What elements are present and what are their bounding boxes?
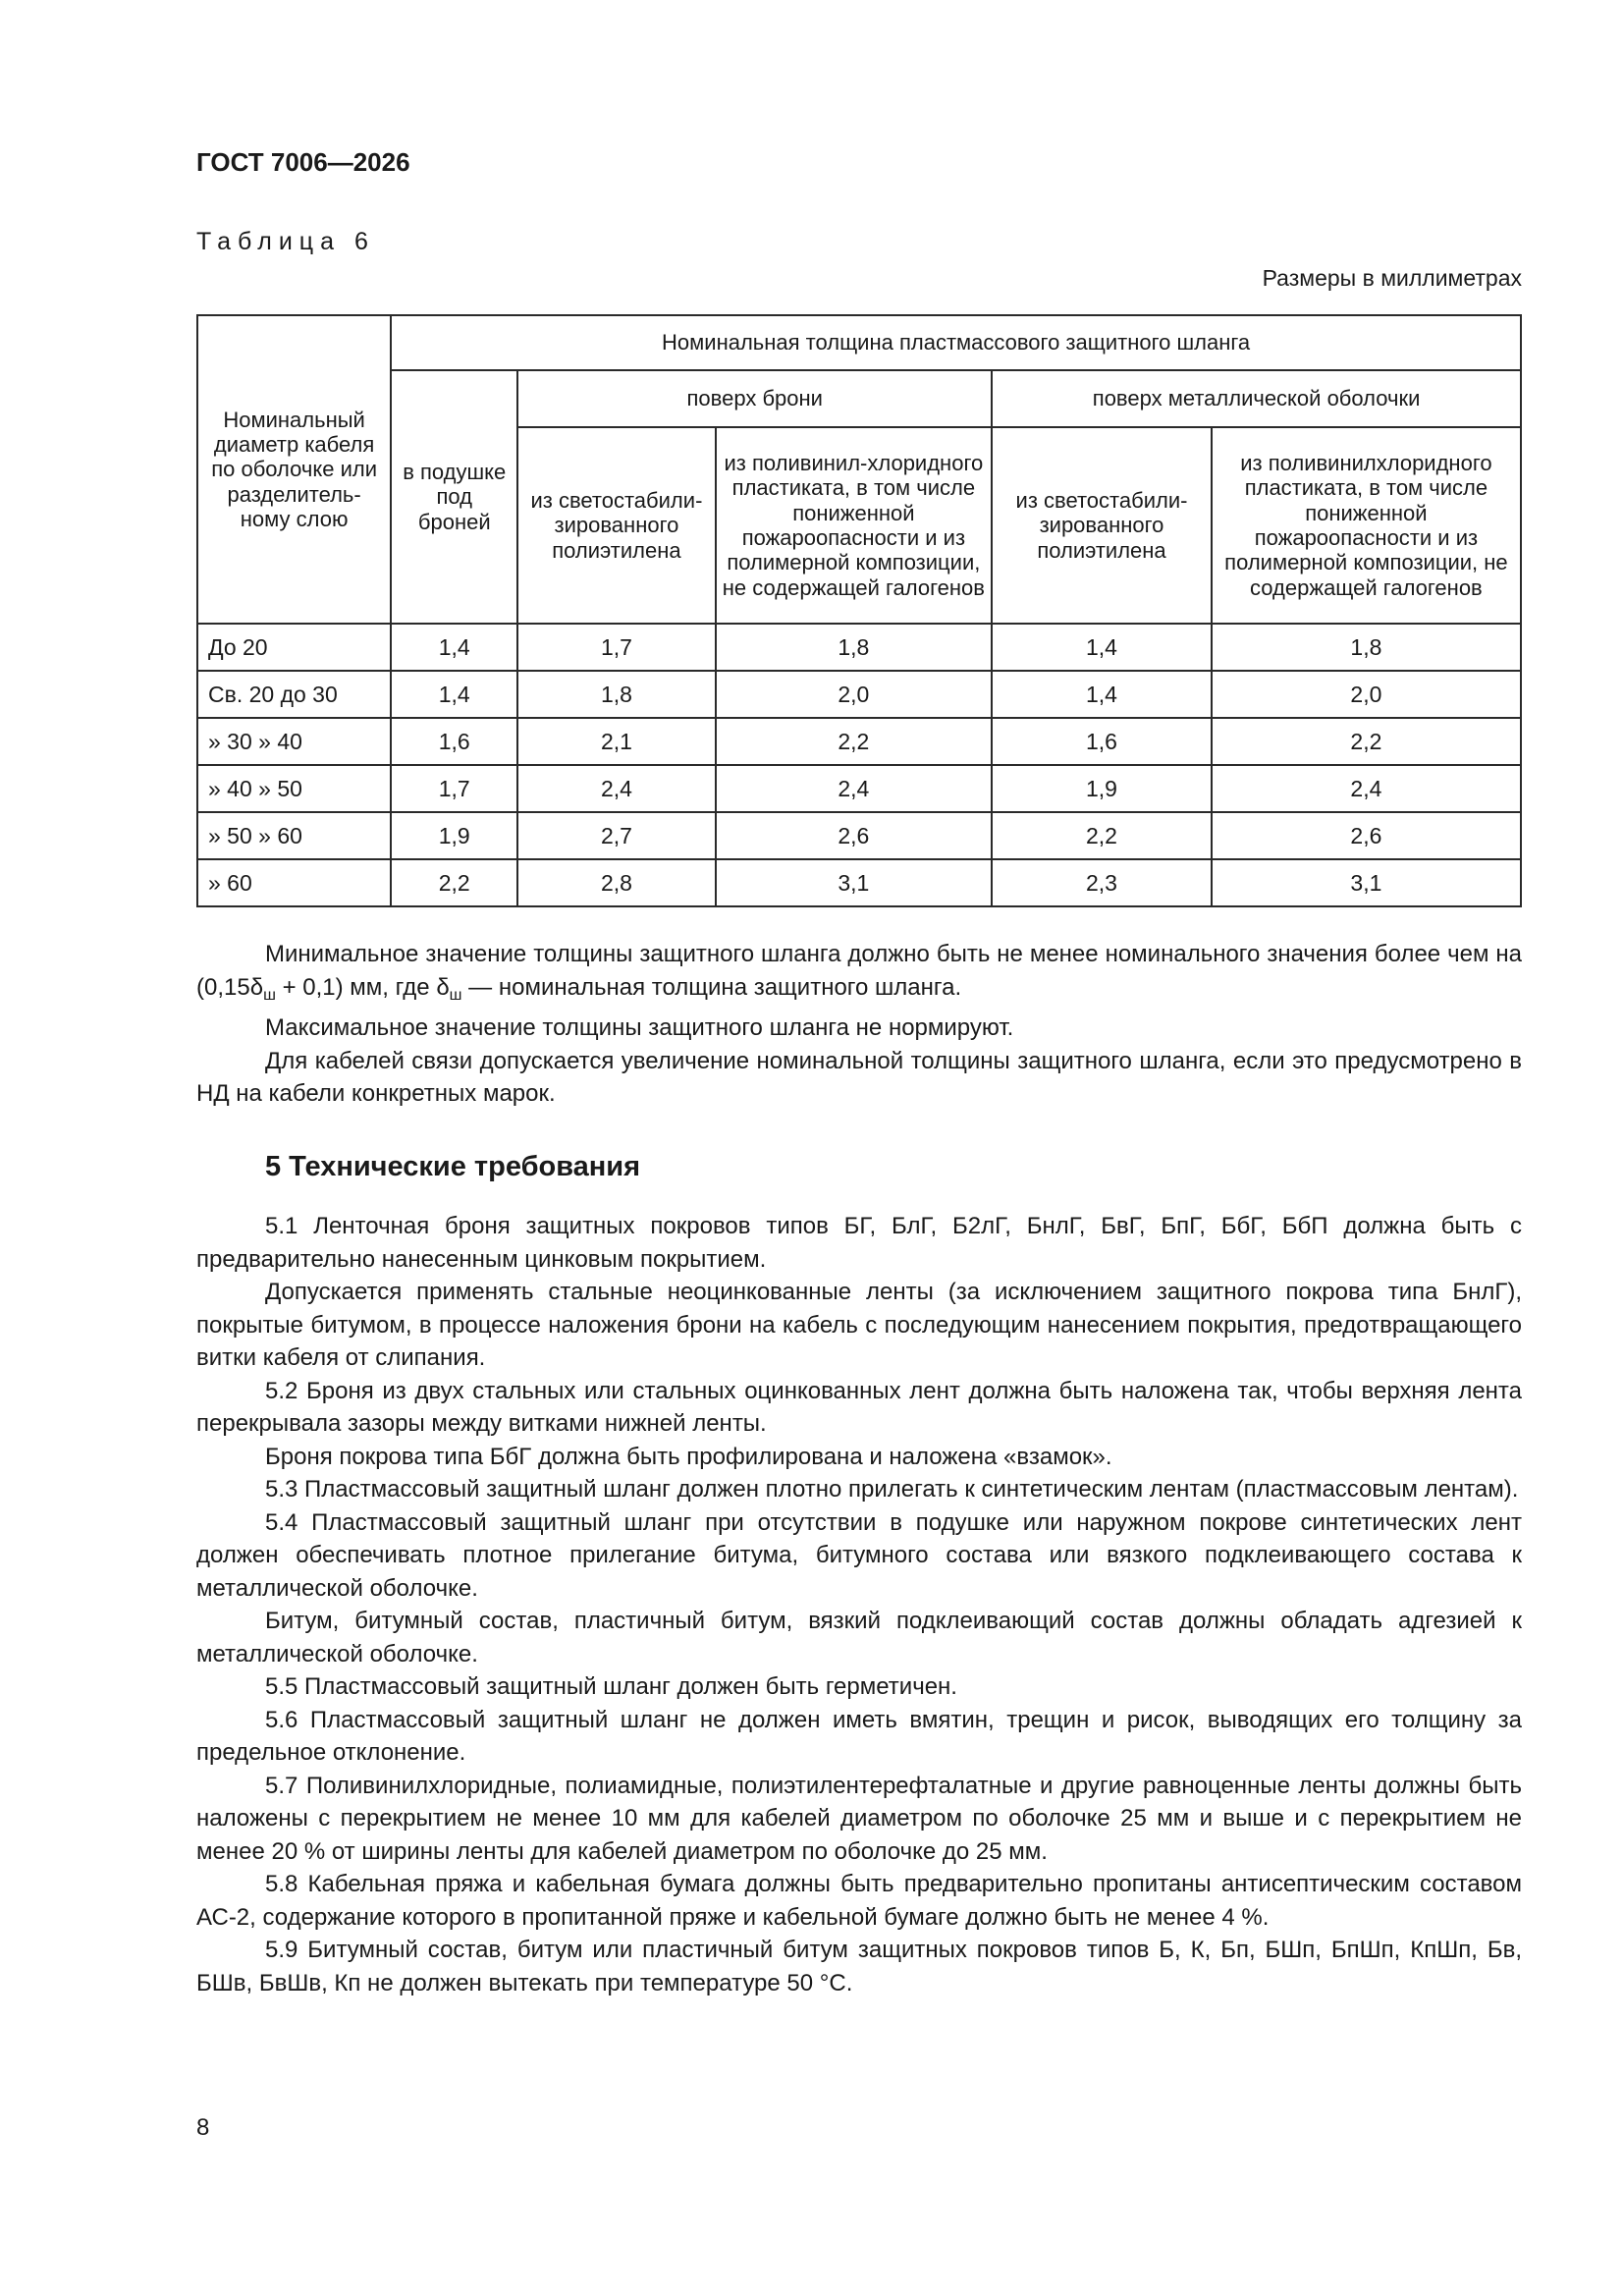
paragraph: 5.3 Пластмассовый защитный шланг должен плотно прилегать к синтетическим лентам (пластмассовым лентам). (265, 1476, 1519, 1503)
cell-value: 1,4 (992, 624, 1212, 671)
cell-value: 1,9 (992, 765, 1212, 812)
header-pvc-armor: из поливинил-хлоридного пластиката, в том числе пониженной пожароопасности и из полимерной композиции, не содержащей галогенов (716, 427, 993, 624)
cell-value: 1,6 (992, 718, 1212, 765)
cell-value: 2,2 (716, 718, 993, 765)
cell-value: 1,8 (517, 671, 715, 718)
paragraph: 5.9 Битумный состав, битум или пластичный битум защитных покровов типов Б, К, Бп, БШп, БпШп, КпШп, Бв, БШв, БвШв, Кп не должен вытекать при температуре 50 °С. (196, 1937, 1522, 1996)
table-row (197, 765, 1521, 812)
note-max-thickness: Максимальное значение толщины защитного шланга не нормируют. (265, 1014, 1014, 1041)
paragraph: Допускается применять стальные неоцинкованные ленты (за исключением защитного покрова типа БнлГ), покрытые битумом, в процессе наложения брони на кабель с последующим нанесением покрытия, предотвращающего витки кабеля от слипания. (196, 1279, 1522, 1371)
cell-value: 2,2 (391, 859, 517, 906)
cell-value: 2,8 (517, 859, 715, 906)
cell-value: 1,4 (391, 671, 517, 718)
header-pvc-sheath: из поливинилхлоридного пластиката, в том числе пониженной пожароопасности и из полимерной композиции, не содержащей галогенов (1212, 427, 1521, 624)
cell-value: 2,2 (992, 812, 1212, 859)
paragraph: Битум, битумный состав, пластичный битум, вязкий подклеивающий состав должны обладать адгезией к металлической оболочке. (196, 1608, 1522, 1667)
cell-value: 2,2 (1212, 718, 1521, 765)
cell-value: 3,1 (1212, 859, 1521, 906)
note-communication-cables: Для кабелей связи допускается увеличение номинальной толщины защитного шланга, если это предусмотрено в НД на кабели конкретных марок. (196, 1047, 1522, 1107)
paragraph: 5.4 Пластмассовый защитный шланг при отсутствии в подушке или наружном покрове синтетических лент должен обеспечивать плотное прилегание битума, битумного состава или вязкого подклеивающего состава к металлической оболочке. (196, 1508, 1522, 1602)
row-label: » 60 (197, 859, 391, 906)
thickness-table (196, 314, 1522, 907)
cell-value: 2,6 (716, 812, 993, 859)
table-notes (196, 938, 1522, 1111)
header-diameter: Номинальный диаметр кабеля по оболочке или разделитель-ному слою (197, 315, 391, 624)
cell-value: 2,4 (716, 765, 993, 812)
paragraph: 5.8 Кабельная пряжа и кабельная бумага должны быть предварительно пропитаны антисептическим составом АС-2, содержание которого в пропитанной пряже и кабельной бумаге должно быть не менее 4 %. (196, 1871, 1522, 1931)
cell-value: 2,0 (1212, 671, 1521, 718)
header-pe-sheath: из светостабили-зированного полиэтилена (992, 427, 1212, 624)
cell-value: 2,1 (517, 718, 715, 765)
cell-value: 2,3 (992, 859, 1212, 906)
paragraph: 5.7 Поливинилхлоридные, полиамидные, полиэтилентерефталатные и другие равноценные ленты должны быть наложены с перекрытием не менее 10 мм для кабелей диаметром по оболочке 25 мм и выше и с перекрытием не менее 20 % от ширины ленты для кабелей диаметром по оболочке до 25 мм. (196, 1772, 1522, 1865)
cell-value: 1,8 (1212, 624, 1521, 671)
cell-value: 1,4 (391, 624, 517, 671)
table-row (197, 671, 1521, 718)
cell-value: 2,6 (1212, 812, 1521, 859)
table-row (197, 859, 1521, 906)
row-label: До 20 (197, 624, 391, 671)
cell-value: 1,9 (391, 812, 517, 859)
row-label: » 30 » 40 (197, 718, 391, 765)
cell-value: 2,7 (517, 812, 715, 859)
section-heading: 5 Технические требования (265, 1151, 641, 1182)
table-units: Размеры в миллиметрах (1262, 265, 1522, 291)
note-min-thickness: Минимальное значение толщины защитного шланга должно быть не менее номинального значения более чем на $(0,15\delta_ш + 0,1)$ мм, где $\delta_ш$ — номинальная толщина защитного шланга. (196, 941, 1522, 1004)
paragraph: 5.5 Пластмассовый защитный шланг должен быть герметичен. (265, 1673, 957, 1700)
table-row (197, 812, 1521, 859)
section-body (196, 1210, 1522, 1999)
table-title: Таблица 6 (196, 228, 375, 255)
paragraph: Броня покрова типа БбГ должна быть профилирована и наложена «взамок». (265, 1443, 1112, 1470)
cell-value: 1,6 (391, 718, 517, 765)
cell-value: 1,7 (517, 624, 715, 671)
page-number: 8 (196, 2114, 210, 2141)
row-label: Св. 20 до 30 (197, 671, 391, 718)
cell-value: 1,8 (716, 624, 993, 671)
cell-value: 2,4 (517, 765, 715, 812)
header-under-armor: в подушке под броней (391, 370, 517, 624)
cell-value: 3,1 (716, 859, 993, 906)
table-row (197, 718, 1521, 765)
header-pe-armor: из светостабили-зированного полиэтилена (517, 427, 715, 624)
cell-value: 1,7 (391, 765, 517, 812)
header-over-armor: поверх брони (517, 370, 992, 427)
row-label: » 40 » 50 (197, 765, 391, 812)
paragraph: 5.2 Броня из двух стальных или стальных оцинкованных лент должна быть наложена так, чтобы верхняя лента перекрывала зазоры между витками нижней ленты. (196, 1377, 1522, 1437)
row-label: » 50 » 60 (197, 812, 391, 859)
header-over-sheath: поверх металлической оболочки (992, 370, 1521, 427)
table-row (197, 624, 1521, 671)
cell-value: 2,4 (1212, 765, 1521, 812)
paragraph: 5.6 Пластмассовый защитный шланг не должен иметь вмятин, трещин и рисок, выводящих его толщину за предельное отклонение. (196, 1706, 1522, 1766)
cell-value: 1,4 (992, 671, 1212, 718)
paragraph: 5.1 Ленточная броня защитных покровов типов БГ, БлГ, Б2лГ, БнлГ, БвГ, БпГ, БбГ, БбП должна быть с предварительно нанесенным цинковым покрытием. (196, 1213, 1522, 1273)
cell-value: 2,0 (716, 671, 993, 718)
header-thickness: Номинальная толщина пластмассового защитного шланга (391, 315, 1521, 370)
document-id: ГОСТ 7006—2026 (196, 147, 410, 177)
